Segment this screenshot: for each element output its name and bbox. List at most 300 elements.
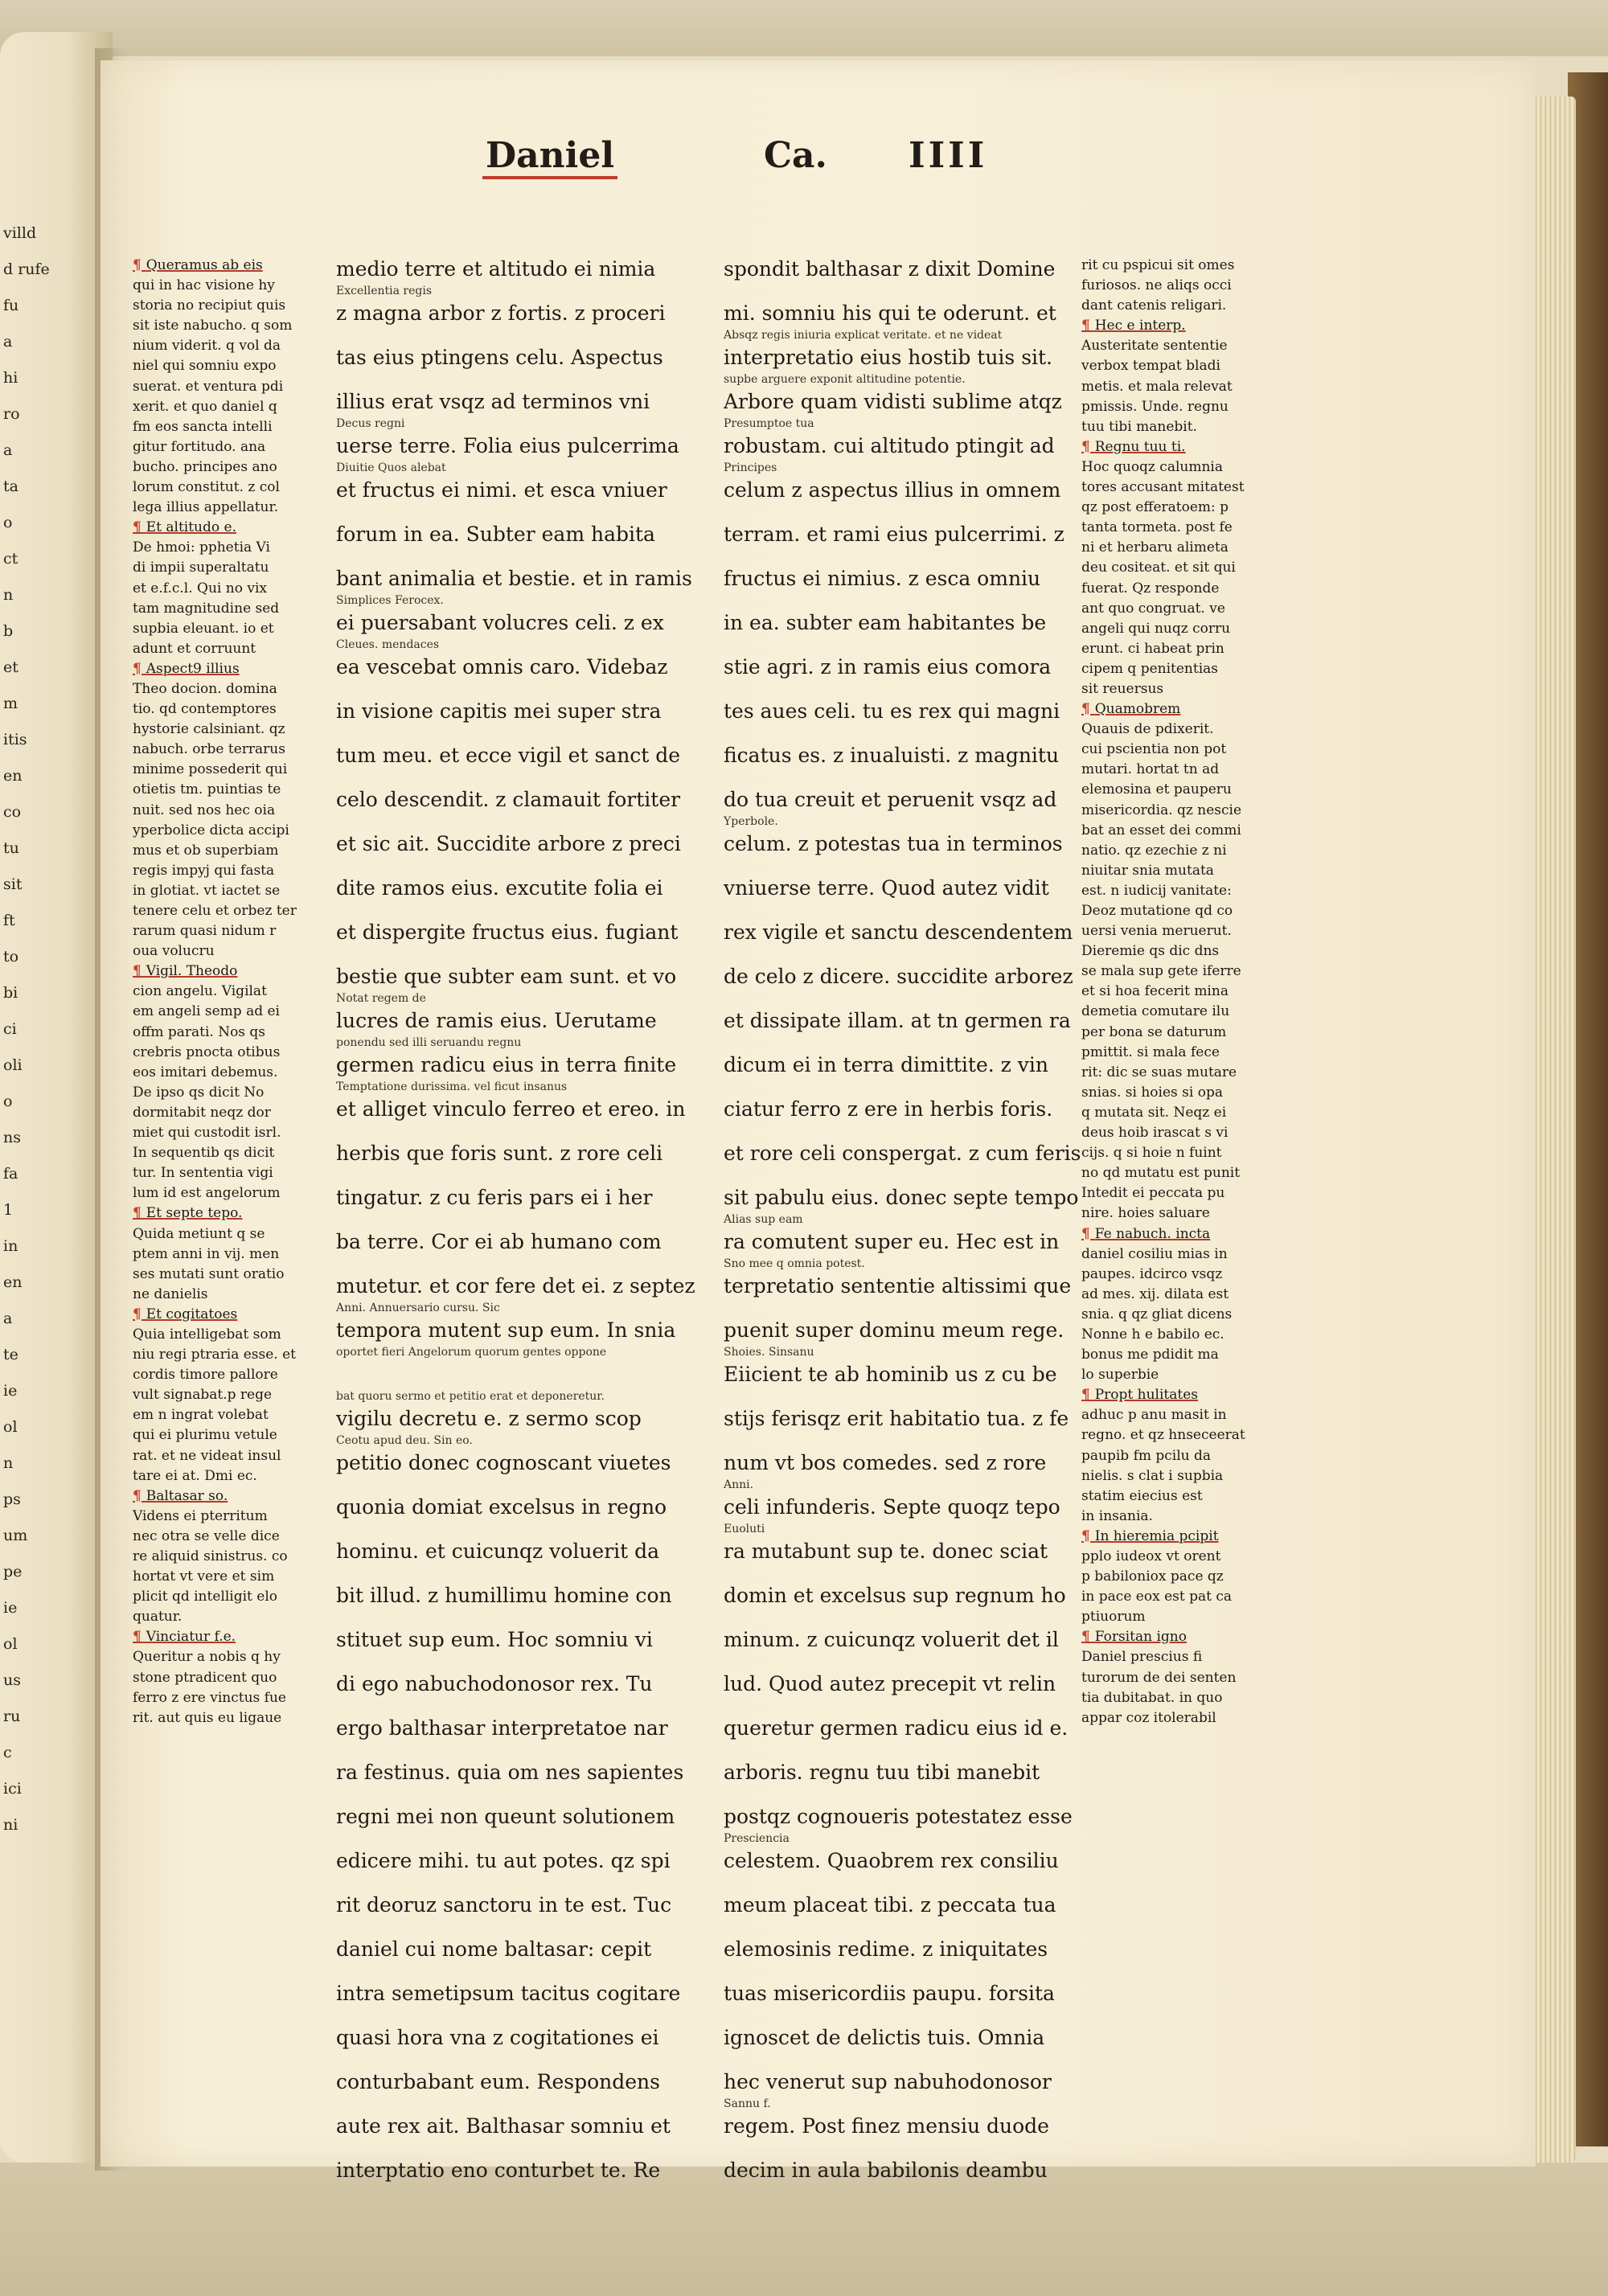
- lemma-text: Queramus ab eis: [146, 257, 263, 273]
- commentary-line: re aliquid sinistrus. co: [133, 1548, 288, 1564]
- lemma-text: Hec e interp.: [1094, 318, 1186, 334]
- commentary-line: ferro z ere vinctus fue: [133, 1689, 286, 1706]
- interlinear-gloss: Decus regni: [336, 417, 405, 430]
- commentary-line: lega illius appellatur.: [133, 499, 279, 516]
- interlinear-gloss: Euoluti: [724, 1523, 765, 1535]
- running-header-book: Daniel: [482, 135, 617, 179]
- interlinear-gloss: [336, 548, 682, 565]
- commentary-line: misericordia. qz nescie: [1081, 802, 1242, 818]
- commentary-line: deus hoib irascat s vi: [1081, 1125, 1229, 1142]
- left-page-text-fragment: ns: [3, 1129, 21, 1146]
- interlinear-gloss: [724, 1609, 1053, 1626]
- interlinear-gloss: ponendu sed illi seruandu regnu: [336, 1036, 522, 1049]
- interlinear-gloss: Anni. Annuersario cursu. Sic: [336, 1302, 500, 1314]
- left-page-text-fragment: in: [3, 1237, 18, 1255]
- main-text-line: edicere mihi. tu aut potes. qz spi: [336, 1849, 671, 1872]
- commentary-line: snia. q qz gliat dicens: [1081, 1306, 1233, 1322]
- main-text-line: arboris. regnu tuu tibi manebit: [724, 1761, 1040, 1784]
- commentary-line: De hmoi: pphetia Vi: [133, 539, 270, 556]
- commentary-line: [1081, 1627, 1254, 1647]
- left-page-text-fragment: d rufe: [3, 260, 50, 278]
- commentary-line: nabuch. orbe terrarus: [133, 741, 285, 758]
- commentary-line: [1081, 1224, 1254, 1244]
- interlinear-gloss: Sannu f.: [724, 2097, 771, 2110]
- main-text-line: et rore celi conspergat. z cum feris: [724, 1142, 1081, 1165]
- main-text-line: lucres de ramis eius. Uerutame: [336, 1009, 657, 1032]
- main-text-line: puenit super dominu meum rege.: [724, 1318, 1064, 1342]
- commentary-line: [1081, 437, 1254, 457]
- table-background-top: [0, 0, 1608, 56]
- interlinear-gloss: [336, 769, 682, 786]
- left-page-text-fragment: n: [3, 1454, 14, 1472]
- main-text-line: ergo balthasar interpretatoe nar: [336, 1716, 668, 1740]
- commentary-line: nuit. sed nos hec oia: [133, 802, 276, 818]
- left-page-text-fragment: ie: [3, 1382, 18, 1400]
- interlinear-gloss: Simplices Ferocex.: [336, 594, 444, 607]
- main-text-line: et fructus ei nimi. et esca vniuer: [336, 478, 667, 502]
- interlinear-gloss: [724, 283, 1053, 300]
- commentary-line: hortat vt vere et sim: [133, 1568, 275, 1585]
- left-page-text-fragment: um: [3, 1527, 28, 1544]
- commentary-line: [133, 1305, 293, 1325]
- interlinear-gloss: [336, 2140, 682, 2157]
- paragraph-mark-icon: ¶: [1081, 1225, 1095, 1242]
- main-text-line: rex vigile et sanctu descendentem: [724, 920, 1073, 944]
- paragraph-mark-icon: ¶: [1081, 318, 1095, 334]
- commentary-line: bucho. principes ano: [133, 458, 277, 475]
- interlinear-gloss: Cleues. mendaces: [336, 638, 440, 651]
- commentary-line: suerat. et ventura pdi: [133, 378, 284, 395]
- interlinear-gloss: [724, 2140, 1053, 2157]
- commentary-line: niuitar snia mutata: [1081, 862, 1214, 879]
- commentary-line: rit cu pspicui sit omes: [1081, 257, 1235, 273]
- main-text-line: quonia domiat excelsus in regno: [336, 1495, 667, 1519]
- interlinear-gloss: supbe arguere exponit altitudine potentie.: [724, 373, 966, 386]
- interlinear-gloss: [724, 1742, 1053, 1759]
- left-page-text-fragment: ct: [3, 550, 18, 568]
- lemma-text: Baltasar so.: [146, 1487, 228, 1504]
- commentary-line: paupes. idcirco vsqz: [1081, 1265, 1223, 1282]
- interlinear-gloss: [336, 504, 682, 521]
- commentary-line: gitur fortitudo. ana: [133, 438, 266, 455]
- commentary-line: qui in hac visione hy: [133, 277, 275, 294]
- commentary-line: nire. hoies saluare: [1081, 1205, 1210, 1222]
- commentary-line: regno. et qz hnseceerat: [1081, 1427, 1245, 1444]
- commentary-line: tanta tormeta. post fe: [1081, 519, 1233, 536]
- main-text-column-1: [336, 256, 695, 2201]
- left-page-text-fragment: a: [3, 441, 13, 459]
- interlinear-gloss: [724, 858, 1053, 875]
- commentary-line: metis. et mala relevat: [1081, 378, 1233, 395]
- commentary-line: erunt. ci habeat prin: [1081, 640, 1224, 657]
- main-text-line: ea vescebat omnis caro. Videbaz: [336, 655, 668, 679]
- main-text-line: terpretatio sententie altissimi que: [724, 1274, 1072, 1298]
- main-text-column-2: [724, 256, 1081, 2201]
- commentary-line: tio. qd contemptores: [133, 701, 277, 718]
- lemma-text: Et septe tepo.: [146, 1205, 243, 1222]
- commentary-line: demetia comutare ilu: [1081, 1003, 1230, 1020]
- commentary-line: niu regi ptraria esse. et: [133, 1347, 296, 1363]
- main-text-line: stijs ferisqz erit habitatio tua. z fe: [724, 1407, 1069, 1430]
- main-text-line: celo descendit. z clamauit fortiter: [336, 788, 681, 811]
- commentary-line: [133, 1486, 293, 1507]
- left-page-text-fragment: et: [3, 658, 18, 676]
- main-text-line: et sic ait. Succidite arbore z preci: [336, 832, 681, 855]
- commentary-line: natio. qz ezechie z ni: [1081, 842, 1227, 859]
- interlinear-gloss: [724, 1123, 1053, 1140]
- interlinear-gloss: [336, 2184, 682, 2201]
- main-text-line: tuas misericordiis paupu. forsita: [724, 1982, 1055, 2005]
- interlinear-gloss: [724, 1388, 1053, 1405]
- main-text-line: celestem. Quaobrem rex consiliu: [724, 1849, 1059, 1872]
- main-text-line: conturbabant eum. Respondens: [336, 2070, 660, 2093]
- main-text-line: ignoscet de delictis tuis. Omnia: [724, 2026, 1045, 2049]
- main-text-line: ra mutabunt sup te. donec sciat: [724, 1540, 1048, 1563]
- commentary-line: sit reuersus: [1081, 680, 1164, 697]
- main-text-line: num vt bos comedes. sed z rore: [724, 1451, 1047, 1474]
- left-page-text-fragment: te: [3, 1346, 18, 1363]
- interlinear-gloss: oportet fieri Angelorum quorum gentes oppone: [336, 1346, 607, 1359]
- commentary-line: tare ei at. Dmi ec.: [133, 1467, 257, 1484]
- left-page-text-fragment: itis: [3, 731, 27, 748]
- running-header-chapter-label: Ca.: [764, 135, 827, 176]
- left-page-text-fragment: to: [3, 948, 19, 966]
- interlinear-gloss: [724, 990, 1053, 1007]
- left-page-text-fragment: 1: [3, 1201, 14, 1219]
- interlinear-gloss: [724, 1565, 1053, 1582]
- interlinear-gloss: [724, 2007, 1053, 2024]
- commentary-line: [133, 256, 293, 276]
- main-text-line: Arbore quam vidisti sublime atqz: [724, 390, 1062, 413]
- left-page-text-fragment: ici: [3, 1780, 22, 1798]
- commentary-line: nium viderit. q vol da: [133, 338, 281, 355]
- commentary-line: miet qui custodit isrl.: [133, 1125, 281, 1142]
- main-text-line: tum meu. et ecce vigil et sanct de: [336, 744, 681, 767]
- main-text-line: ficatus es. z inualuisti. z magnitu: [724, 744, 1060, 767]
- main-text-line: bant animalia et bestie. et in ramis: [336, 567, 692, 590]
- commentary-line: tur. In sententia vigi: [133, 1165, 273, 1182]
- interlinear-gloss: [336, 2096, 682, 2113]
- interlinear-gloss: bat quoru sermo et petitio erat et deponeretur.: [336, 1390, 605, 1403]
- commentary-line: verbox tempat bladi: [1081, 358, 1220, 375]
- commentary-line: furiosos. ne aliqs occi: [1081, 277, 1232, 294]
- main-text-line: herbis que foris sunt. z rore celi: [336, 1142, 663, 1165]
- commentary-column-right: [1081, 256, 1254, 1728]
- main-text-line: Eiicient te ab hominib us z cu be: [724, 1363, 1057, 1386]
- main-text-line: celum. z potestas tua in terminos: [724, 832, 1063, 855]
- main-text-line: ba terre. Cor ei ab humano com: [336, 1230, 662, 1253]
- commentary-line: Deoz mutatione qd co: [1081, 903, 1233, 919]
- interlinear-gloss: [724, 1786, 1053, 1803]
- commentary-line: angeli qui nuqz corru: [1081, 620, 1231, 637]
- commentary-line: bat an esset dei commi: [1081, 822, 1241, 838]
- commentary-line: tenere celu et orbez ter: [133, 903, 297, 919]
- main-text-line: meum placeat tibi. z peccata tua: [724, 1893, 1056, 1917]
- main-text-line: germen radicu eius in terra finite: [336, 1053, 677, 1076]
- commentary-line: in insania.: [1081, 1507, 1153, 1524]
- left-page-text-fragment: ro: [3, 405, 20, 423]
- main-text-line: celi infunderis. Septe quoqz tepo: [724, 1495, 1060, 1519]
- commentary-line: cion angelu. Vigilat: [133, 983, 267, 1000]
- lemma-text: Et altitudo e.: [146, 519, 236, 536]
- main-text-line: tas eius ptingens celu. Aspectus: [336, 346, 663, 369]
- main-text-line: lud. Quod autez precepit vt relin: [724, 1672, 1056, 1695]
- interlinear-gloss: [336, 1786, 682, 1803]
- lemma-text: Propt hulitates: [1094, 1387, 1199, 1404]
- lemma-text: Forsitan igno: [1094, 1629, 1187, 1646]
- commentary-line: storia no recipiut quis: [133, 297, 286, 314]
- main-text-line: medio terre et altitudo ei nimia: [336, 257, 656, 281]
- interlinear-gloss: Temptatione durissima. vel ficut insanus: [336, 1080, 568, 1093]
- interlinear-gloss: [724, 2184, 1053, 2201]
- commentary-line: [1081, 699, 1254, 720]
- commentary-line: nielis. s clat i supbia: [1081, 1467, 1224, 1484]
- interlinear-gloss: [336, 327, 682, 344]
- paragraph-mark-icon: ¶: [1081, 701, 1095, 718]
- commentary-line: otietis tm. puintias te: [133, 781, 281, 798]
- interlinear-gloss: [724, 1654, 1053, 1671]
- interlinear-gloss: [336, 858, 682, 875]
- interlinear-gloss: [724, 504, 1053, 521]
- commentary-line: est. n iudicij vanitate:: [1081, 882, 1232, 899]
- interlinear-gloss: Presciencia: [724, 1832, 790, 1845]
- commentary-line: turorum de dei senten: [1081, 1669, 1237, 1686]
- interlinear-gloss: [724, 1963, 1053, 1980]
- commentary-line: ptem anni in vij. men: [133, 1245, 280, 1262]
- left-page-text-fragment: villd: [3, 224, 37, 242]
- interlinear-gloss: [724, 1875, 1053, 1892]
- interlinear-gloss: [724, 1300, 1053, 1317]
- commentary-line: tuu tibi manebit.: [1081, 418, 1197, 435]
- commentary-line: [1081, 316, 1254, 336]
- main-text-line: postqz cognoueris potestatez esse: [724, 1805, 1073, 1828]
- left-page-text-fragment: en: [3, 1273, 23, 1291]
- commentary-line: adunt et corruunt: [133, 640, 256, 657]
- main-text-line: sit pabulu eius. donec septe tempo: [724, 1186, 1079, 1209]
- main-text-line: petitio donec cognoscant viuetes: [336, 1451, 671, 1474]
- commentary-line: [133, 1203, 293, 1224]
- commentary-line: em n ingrat volebat: [133, 1407, 269, 1424]
- main-text-line: daniel cui nome baltasar: cepit: [336, 1937, 652, 1961]
- main-text-line: stie agri. z in ramis eius comora: [724, 655, 1052, 679]
- left-page-text-fragment: m: [3, 695, 18, 712]
- interlinear-gloss: [336, 1609, 682, 1626]
- main-text-line: fructus ei nimius. z esca omniu: [724, 567, 1041, 590]
- commentary-line: per bona se daturum: [1081, 1023, 1227, 1040]
- commentary-line: niel qui somniu expo: [133, 358, 277, 375]
- commentary-line: bonus me pdidit ma: [1081, 1347, 1219, 1363]
- left-page-text-fragment: ta: [3, 478, 18, 495]
- interlinear-gloss: [336, 681, 682, 698]
- main-text-line: dite ramos eius. excutite folia ei: [336, 876, 663, 900]
- commentary-line: in glotiat. vt iactet se: [133, 882, 281, 899]
- interlinear-gloss: [724, 902, 1053, 919]
- left-page-text-fragment: ci: [3, 1020, 17, 1038]
- commentary-line: Daniel prescius fi: [1081, 1649, 1203, 1666]
- main-text-line: decim in aula babilonis deambu: [724, 2159, 1048, 2182]
- commentary-line: rat. et ne videat insul: [133, 1447, 281, 1464]
- main-text-line: uerse terre. Folia eius pulcerrima: [336, 434, 679, 457]
- commentary-column-left: [133, 256, 297, 1728]
- main-text-line: et alliget vinculo ferreo et ereo. in: [336, 1097, 686, 1121]
- interlinear-gloss: [724, 1919, 1053, 1936]
- main-text-line: bit illud. z humillimu homine con: [336, 1584, 672, 1607]
- interlinear-gloss: [336, 2052, 682, 2068]
- paragraph-mark-icon: ¶: [1081, 1629, 1095, 1646]
- commentary-line: pplo iudeox vt orent: [1081, 1548, 1221, 1564]
- commentary-line: eos imitari debemus.: [133, 1064, 278, 1080]
- left-page-text-fragment: sit: [3, 875, 23, 893]
- interlinear-gloss: [724, 946, 1053, 963]
- main-text-line: bestie que subter eam sunt. et vo: [336, 965, 677, 988]
- interlinear-gloss: [724, 548, 1053, 565]
- commentary-line: cipem q penitentias: [1081, 660, 1219, 677]
- commentary-line: [1081, 1527, 1254, 1547]
- paragraph-mark-icon: ¶: [1081, 1527, 1095, 1544]
- paragraph-mark-icon: ¶: [133, 1306, 146, 1322]
- interlinear-gloss: Excellentia regis: [336, 285, 432, 297]
- commentary-line: In sequentib qs dicit: [133, 1145, 275, 1162]
- left-page-text-fragment: pe: [3, 1563, 23, 1581]
- commentary-line: quatur.: [133, 1609, 183, 1626]
- commentary-line: em angeli semp ad ei: [133, 1003, 280, 1020]
- main-text-line: de celo z dicere. succidite arborez: [724, 965, 1073, 988]
- lemma-text: In hieremia pcipit: [1094, 1527, 1219, 1544]
- commentary-line: Videns ei pterritum: [133, 1507, 268, 1524]
- main-text-line: mutetur. et cor fere det ei. z septez: [336, 1274, 695, 1298]
- main-text-line: intra semetipsum tacitus cogitare: [336, 1982, 681, 2005]
- commentary-line: Quida metiunt q se: [133, 1225, 265, 1242]
- commentary-line: vult signabat.p rege: [133, 1387, 273, 1404]
- interlinear-gloss: [336, 1654, 682, 1671]
- commentary-line: Austeritate sententie: [1081, 338, 1228, 355]
- paragraph-mark-icon: ¶: [133, 963, 146, 980]
- interlinear-gloss: [336, 725, 682, 742]
- paragraph-mark-icon: ¶: [1081, 1387, 1095, 1404]
- commentary-line: regis impyj qui fasta: [133, 862, 275, 879]
- main-text-line: regni mei non queunt solutionem: [336, 1805, 675, 1828]
- main-text-line: ei puersabant volucres celi. z ex: [336, 611, 664, 634]
- commentary-line: Quia intelligebat som: [133, 1326, 281, 1343]
- left-page-text-fragment: a: [3, 1310, 13, 1327]
- paragraph-mark-icon: ¶: [133, 1487, 146, 1504]
- left-page-text-fragment: en: [3, 767, 23, 785]
- main-text-line: hominu. et cuicunqz voluerit da: [336, 1540, 660, 1563]
- main-text-line: quasi hora vna z cogitationes ei: [336, 2026, 659, 2049]
- interlinear-gloss: [724, 725, 1053, 742]
- left-page-text-fragment: o: [3, 514, 13, 531]
- lemma-text: Vigil. Theodo: [146, 963, 238, 980]
- interlinear-gloss: Sno mee q omnia potest.: [724, 1257, 865, 1270]
- left-page-text-fragment: co: [3, 803, 22, 821]
- commentary-line: offm parati. Nos qs: [133, 1023, 266, 1040]
- commentary-line: statim eiecius est: [1081, 1487, 1203, 1504]
- left-page-text-fragment: oli: [3, 1056, 23, 1074]
- main-text-line: tempora mutent sup eum. In snia: [336, 1318, 676, 1342]
- commentary-line: se mala sup gete iferre: [1081, 963, 1241, 980]
- commentary-line: sit iste nabucho. q som: [133, 318, 293, 334]
- paragraph-mark-icon: ¶: [133, 519, 146, 536]
- commentary-line: appar coz itolerabil: [1081, 1709, 1216, 1726]
- main-text-line: minum. z cuicunqz voluerit det il: [724, 1628, 1059, 1651]
- commentary-line: cui pscientia non pot: [1081, 741, 1227, 758]
- left-page-text-fragment: ps: [3, 1490, 21, 1508]
- interlinear-gloss: [724, 1079, 1053, 1096]
- commentary-line: cordis timore pallore: [133, 1367, 278, 1384]
- commentary-line: crebris pnocta otibus: [133, 1043, 281, 1060]
- left-page-text-fragment: ft: [3, 912, 15, 929]
- left-page-text-fragment: n: [3, 586, 14, 604]
- interlinear-gloss: [336, 371, 682, 388]
- main-text-line: rit deoruz sanctoru in te est. Tuc: [336, 1893, 672, 1917]
- interlinear-gloss: [336, 1212, 682, 1228]
- main-text-line: vniuerse terre. Quod autez vidit: [724, 876, 1049, 900]
- commentary-line: p babiloniox pace qz: [1081, 1568, 1224, 1585]
- commentary-line: Quauis de pdixerit.: [1081, 721, 1214, 738]
- main-text-line: interptatio eno conturbet te. Re: [336, 2159, 661, 2182]
- commentary-line: no qd mutatu est punit: [1081, 1165, 1241, 1182]
- commentary-line: qz post efferatoem: p: [1081, 499, 1229, 516]
- commentary-line: dormitabit neqz dor: [133, 1104, 271, 1121]
- commentary-line: tam magnitudine sed: [133, 600, 280, 617]
- lemma-text: Vinciatur f.e.: [146, 1629, 236, 1646]
- commentary-line: mus et ob superbiam: [133, 842, 279, 859]
- commentary-line: ant quo congruat. ve: [1081, 600, 1225, 617]
- interlinear-gloss: Alias sup eam: [724, 1213, 803, 1226]
- commentary-line: pmissis. Unde. regnu: [1081, 398, 1229, 415]
- lemma-text: Et cogitatoes: [146, 1306, 238, 1322]
- interlinear-gloss: [336, 1919, 682, 1936]
- interlinear-gloss: [336, 1831, 682, 1847]
- commentary-line: ptiuorum: [1081, 1609, 1146, 1626]
- commentary-line: yperbolice dicta accipi: [133, 822, 289, 838]
- main-text-line: dicum ei in terra dimittite. z vin: [724, 1053, 1048, 1076]
- left-page-text-fragment: ru: [3, 1708, 21, 1725]
- lemma-text: Fe nabuch. incta: [1094, 1225, 1211, 1242]
- commentary-line: nec otra se velle dice: [133, 1527, 280, 1544]
- paragraph-mark-icon: ¶: [133, 257, 146, 273]
- left-page-text-fragment: tu: [3, 839, 19, 857]
- main-text-line: regem. Post finez mensiu duode: [724, 2114, 1049, 2138]
- commentary-line: deu cositeat. et sit qui: [1081, 560, 1236, 576]
- main-text-line: [336, 1361, 682, 1388]
- main-text-line: queretur germen radicu eius id e.: [724, 1716, 1069, 1740]
- paragraph-mark-icon: ¶: [1081, 438, 1095, 455]
- interlinear-gloss: Ceotu apud deu. Sin eo.: [336, 1434, 473, 1447]
- main-text-line: illius erat vsqz ad terminos vni: [336, 390, 650, 413]
- interlinear-gloss: [336, 1698, 682, 1715]
- commentary-line: in pace eox est pat ca: [1081, 1589, 1233, 1605]
- commentary-line: [133, 518, 293, 538]
- interlinear-gloss: [724, 592, 1053, 609]
- commentary-line: q mutata sit. Neqz ei: [1081, 1104, 1227, 1121]
- paragraph-mark-icon: ¶: [133, 1205, 146, 1222]
- commentary-line: qui ei plurimu vetule: [133, 1427, 277, 1444]
- commentary-line: snias. si hoies si opa: [1081, 1084, 1223, 1101]
- left-page-text-fragment: bi: [3, 984, 18, 1002]
- commentary-line: Queritur a nobis q hy: [133, 1649, 281, 1666]
- interlinear-gloss: Presumptoe tua: [724, 417, 814, 430]
- commentary-line: mutari. hortat tn ad: [1081, 761, 1220, 778]
- main-text-line: elemosinis redime. z iniquitates: [724, 1937, 1048, 1961]
- commentary-line: hystorie calsiniant. qz: [133, 721, 285, 738]
- commentary-line: rarum quasi nidum r: [133, 923, 277, 940]
- main-text-line: tes aues celi. tu es rex qui magni: [724, 699, 1060, 723]
- main-text-line: et dissipate illam. at tn germen ra: [724, 1009, 1071, 1032]
- interlinear-gloss: Notat regem de: [336, 992, 426, 1005]
- left-page-text-fragment: ni: [3, 1816, 18, 1834]
- interlinear-gloss: [336, 1565, 682, 1582]
